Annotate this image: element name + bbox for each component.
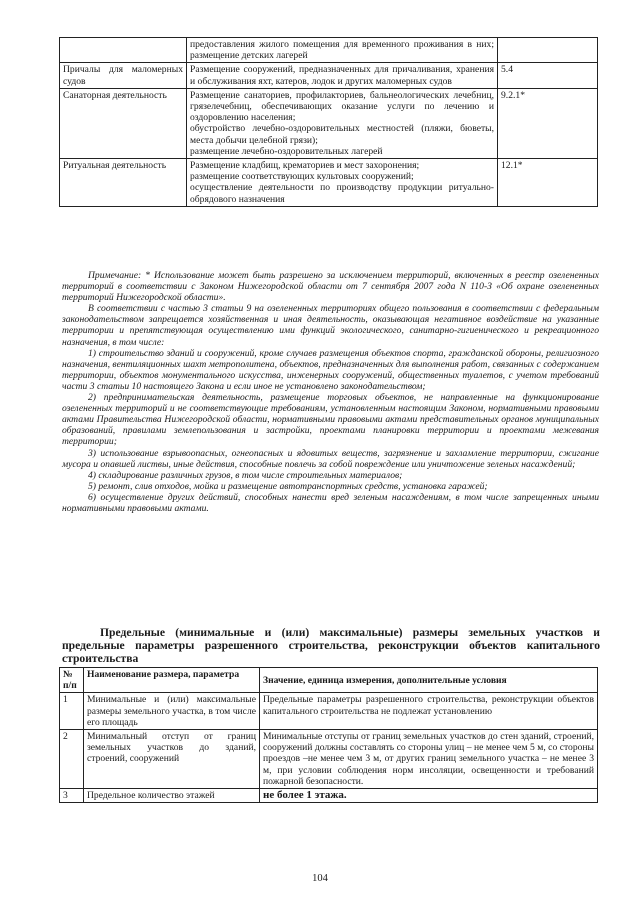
header-name: Наименование размера, параметра [84,668,260,693]
description-line: Размещение санаториев, профилакториев, бальнеологических лечебниц, грязелечебниц, обеспечивающих оказание услуги по лечению и оздоровлению населения; [190,89,494,124]
note-paragraph: 5) ремонт, слив отходов, мойка и размещение автотранспортных средств, установка гаражей; [88,480,488,492]
row-num: 1 [60,693,84,730]
note-paragraph: 6) осуществление других действий, способных нанести вред зеленым насаждениям, в том числе запрещенных иными нормативными правовыми актами. [62,491,599,514]
use-code: 9.2.1* [498,88,598,158]
use-description [187,88,498,158]
notes-block [62,270,599,514]
use-name: Санаторная деятельность [60,88,187,158]
table-header-row [60,668,598,693]
use-code [498,38,598,63]
description-line: обустройство лечебно-оздоровительных местностей (пляжи, бюветы, места добычи целебной грязи); [190,123,494,146]
note-paragraph: 2) предпринимательская деятельность, размещение торговых объектов, не направленные на функционирование озелененных территорий и не соответствующие требованиям, установленным настоящим Законом, нормативными правовыми актами Правительства Нижегородской области, нормативными правовыми актами представительных органов муниципальных образований, правилами землепользования и застройки, проектами планировки территории и проектами межевания территории; [62,392,599,448]
use-code: 5.4 [498,63,598,88]
table-row [60,789,598,803]
table-row [60,88,598,158]
description-line: Размещение кладбищ, крематориев и мест захоронения; [190,160,420,172]
param-value: Предельные параметры разрешенного строительства, реконструкции объектов капитального строительства не подлежат установлению [260,693,598,730]
use-name: Ритуальная деятельность [60,159,187,207]
parameters-table [59,667,598,803]
land-use-table [59,37,598,207]
note-paragraph: Примечание: * Использование может быть разрешено за исключением территорий, включенных в реестр озелененных территорий в соответствии с Законом Нижегородской области от 7 сентября 2007 года N 110-З «Об охране озелененных территорий Нижегородской области». [62,270,599,304]
use-code: 12.1* [498,159,598,207]
use-description: предоставления жилого помещения для временного проживания в них; размещение детских лагерей [187,38,498,63]
note-paragraph: 3) использование взрывоопасных, огнеопасных и ядовитых веществ, загрязнение и захламление территории, сжигание мусора и опавшей листвы, иные действия, способные повлечь за собой повреждение или уничтожение зеленых насаждений; [62,447,599,470]
param-value: Минимальные отступы от границ земельных участков до стен зданий, строений, сооружений должны составлять со стороны улиц – не менее чем 5 м, со стороны проездов –не менее чем 3 м, от других границ земельного участка – не менее 3 м, при условии соблюдения норм инсоляции, освещенности и требований пожарной безопасности. [260,730,598,789]
page-number: 104 [312,873,328,884]
param-name: Минимальные и (или) максимальные размеры земельного участка, в том числе его площадь [84,693,260,730]
header-num: № п/п [60,668,84,693]
param-name: Предельное количество этажей [84,789,260,803]
use-description [187,159,498,207]
description-line: размещение лечебно-оздоровительных лагерей [190,145,383,157]
table-row [60,693,598,730]
use-name [60,38,187,63]
use-description: Размещение сооружений, предназначенных для причаливания, хранения и обслуживания яхт, катеров, лодок и других маломерных судов [187,63,498,88]
param-name: Минимальный отступ от границ земельных участков до зданий, строений, сооружений [84,730,260,789]
row-num: 2 [60,730,84,789]
note-paragraph: В соответствии с частью 3 статьи 9 на озелененных территориях общего пользования в соответствии с федеральным законодательством запрещается хозяйственная и иная деятельность, оказывающая негативное воздействие на указанные территории и препятствующая осуществлению ими функций экологического, санитарно-гигиенического и рекреационного назначения, в том числе: [62,303,599,348]
note-paragraph: 4) складирование различных грузов, в том числе строительных материалов; [88,469,403,481]
table-row [60,159,598,207]
param-value: не более 1 этажа. [260,789,598,803]
use-name: Причалы для маломерных судов [60,63,187,88]
table-row [60,38,598,63]
row-num: 3 [60,789,84,803]
note-paragraph: 1) строительство зданий и сооружений, кроме случаев размещения объектов спорта, гражданской обороны, религиозного назначения, вентиляционных шахт метрополитена, объектов, предназначенных для выполнения работ, связанных с содержанием территории, объектов монументального искусства, инженерных сооружений, общественных туалетов, с учетом требований части 3 статьи 10 настоящего Закона и если иное не установлено законодательством; [62,347,599,392]
description-line: осуществление деятельности по производству продукции ритуально-обрядового назначения [190,182,494,205]
table-row [60,63,598,88]
description-line: размещение соответствующих культовых сооружений; [190,171,414,183]
header-value: Значение, единица измерения, дополнительные условия [260,668,598,693]
section-title: Предельные (минимальные и (или) максимальные) размеры земельных участков и предельные параметры разрешенного строительства, реконструкции объектов капитального строительства [62,626,600,665]
table-row [60,730,598,789]
